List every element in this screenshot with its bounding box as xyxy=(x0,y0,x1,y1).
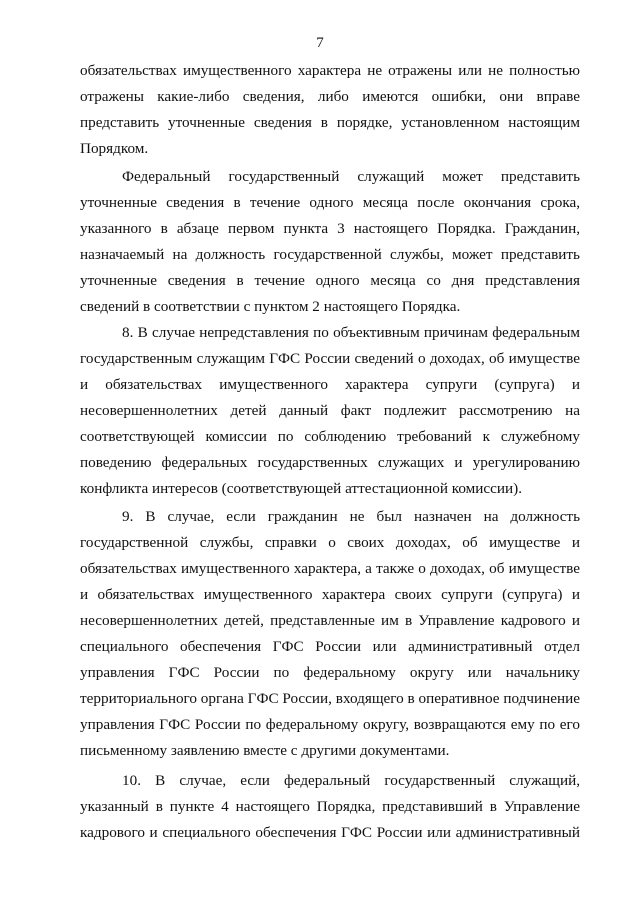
text-line: Федеральный государственный служащий может представить xyxy=(122,168,580,185)
text-line: обязательствах имущественного характера, а также о доходах, об имуществе xyxy=(80,560,580,577)
text-line: назначаемый на должность государственной службы, может представить xyxy=(80,246,580,263)
paragraph xyxy=(80,164,580,320)
text-line: сведений в соответствии с пунктом 2 настоящего Порядка. xyxy=(80,298,461,315)
text-line: несовершеннолетних детей, представленные им в Управление кадрового и xyxy=(80,612,580,629)
text-line: территориального органа ГФС России, входящего в оперативное подчинение xyxy=(80,690,580,707)
text-line: письменному заявлению вместе с другими документами. xyxy=(80,742,450,759)
text-line: указанный в пункте 4 настоящего Порядка, представивший в Управление xyxy=(80,798,580,815)
document-body xyxy=(80,58,580,846)
paragraph xyxy=(80,768,580,846)
text-line: конфликта интересов (соответствующей аттестационной комиссии). xyxy=(80,480,522,497)
text-line: государственной службы, справки о своих доходах, об имуществе и xyxy=(80,534,580,551)
text-line: управления ГФС России по федеральному округу, возвращаются ему по его xyxy=(80,716,580,733)
paragraph xyxy=(80,320,580,502)
text-line: управления ГФС России по федеральному округу или начальнику xyxy=(80,664,580,681)
text-line: обязательствах имущественного характера не отражены или не полностью xyxy=(80,62,580,79)
paragraph xyxy=(80,504,580,764)
text-line: 10. В случае, если федеральный государственный служащий, xyxy=(122,772,580,789)
text-line: специального обеспечения ГФС России или административный отдел xyxy=(80,638,580,655)
text-line: уточненные сведения в течение одного месяца после окончания срока, xyxy=(80,194,580,211)
paragraph xyxy=(80,58,580,162)
page-number: 7 xyxy=(316,35,324,51)
text-line: государственным служащим ГФС России сведений о доходах, об имуществе xyxy=(80,350,580,367)
text-line: поведению федеральных государственных служащих и урегулированию xyxy=(80,454,580,471)
text-line: и обязательствах имущественного характера супруги (супруга) и xyxy=(80,376,580,393)
text-line: несовершеннолетних детей данный факт подлежит рассмотрению на xyxy=(80,402,580,419)
text-line: Порядком. xyxy=(80,140,149,157)
text-line: отражены какие-либо сведения, либо имеются ошибки, они вправе xyxy=(80,88,580,105)
text-line: и обязательствах имущественного характера своих супруги (супруга) и xyxy=(80,586,580,603)
text-line: 9. В случае, если гражданин не был назначен на должность xyxy=(122,508,580,525)
text-line: представить уточненные сведения в порядке, установленном настоящим xyxy=(80,114,580,131)
text-line: соответствующей комиссии по соблюдению требований к служебному xyxy=(80,428,580,445)
text-line: уточненные сведения в течение одного месяца со дня представления xyxy=(80,272,580,289)
text-line: 8. В случае непредставления по объективным причинам федеральным xyxy=(122,324,580,341)
text-line: кадрового и специального обеспечения ГФС России или административный xyxy=(80,824,580,841)
text-line: указанного в абзаце первом пункта 3 настоящего Порядка. Гражданин, xyxy=(80,220,580,237)
